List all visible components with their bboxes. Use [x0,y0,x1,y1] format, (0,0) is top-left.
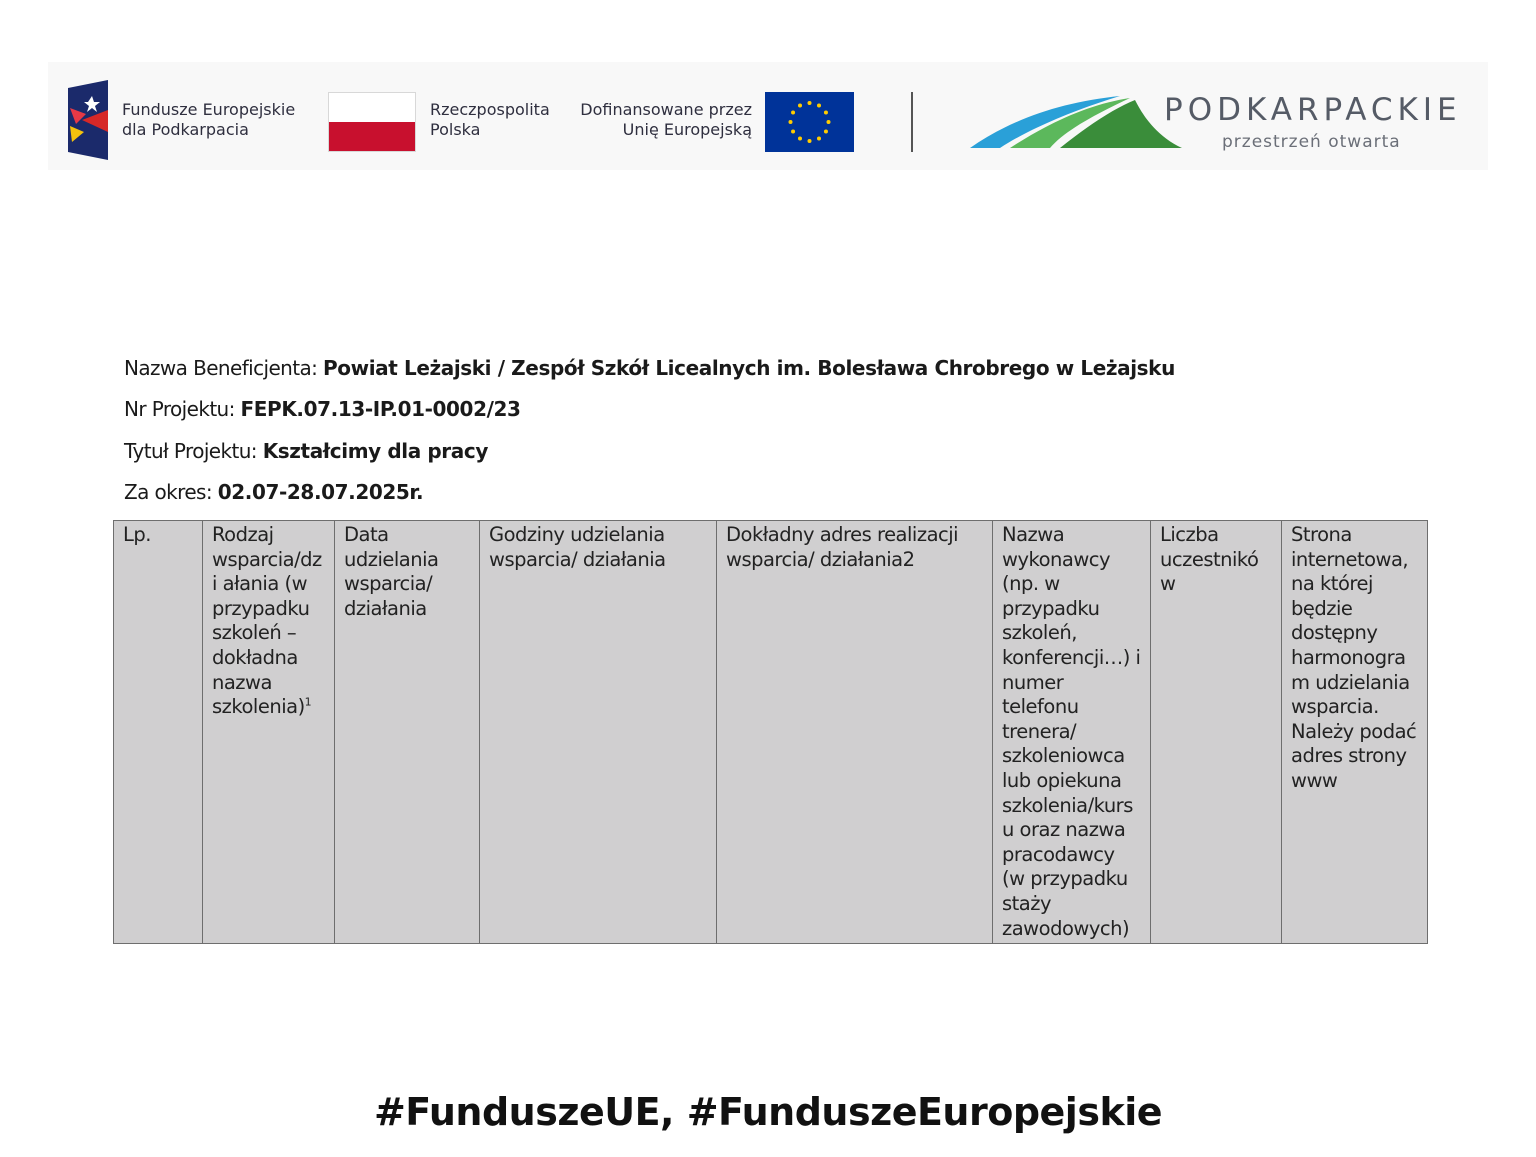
header-support-type-text: Rodzaj wsparcia/dzi ałania (w przypadku szkoleń – dokładna nazwa szkolenia) [212,523,322,719]
project-title-value: Kształcimy dla pracy [262,439,488,463]
eu-star [798,136,802,140]
eu-star [789,120,793,124]
fundusze-europejskie-logo-icon [68,80,110,160]
rp-name-2: Polska [430,120,481,139]
table-header-row [114,521,1428,944]
podkarpackie-title: PODKARPACKIE [1164,92,1462,128]
header-date: Data udzielania wsparcia/ działania [335,521,480,944]
eu-star [827,120,831,124]
rzeczpospolita-text [430,100,550,140]
fe-region: dla Podkarpacia [122,120,249,139]
eu-star [791,130,795,134]
eu-star [808,139,812,143]
hashtags-footer: #FunduszeUE, #FunduszeEuropejskie [373,1090,1163,1134]
header-hours: Godziny udzielania wsparcia/ działania [480,521,717,944]
eu-text-1: Dofinansowane przez [580,100,752,119]
footnote-marker: 1 [304,695,312,709]
eu-star [824,111,828,115]
project-number-line [124,397,521,421]
project-title-label: Tytuł Projektu: [124,439,263,463]
poland-flag-icon [328,92,416,152]
period-label: Za okres: [124,480,218,504]
eu-star [817,136,821,140]
eu-star [798,104,802,108]
rp-name-1: Rzeczpospolita [430,100,550,119]
fundusze-europejskie-text [122,100,295,140]
header-address: Dokładny adres realizacji wsparcia/ działania2 [717,521,993,944]
schedule-table [113,520,1427,940]
beneficiary-value: Powiat Leżajski / Zespół Szkół Licealnych im. Bolesława Chrobrego w Leżajsku [323,356,1175,380]
fe-name: Fundusze Europejskie [122,100,296,119]
podkarpackie-swoosh-icon [970,90,1182,152]
project-number-value: FEPK.07.13-IP.01-0002/23 [240,397,521,421]
header-website: Strona internetowa, na której będzie dostępny harmonogra m udzielania wsparcia. Należy podać adres strony www [1282,521,1428,944]
logo-bar [48,62,1488,170]
project-title-line [124,439,488,463]
eu-star [824,130,828,134]
header-support-type [203,521,335,944]
eu-star [817,104,821,108]
eu-star [791,111,795,115]
period-line [124,480,423,504]
eu-flag-icon [765,92,854,152]
header-contractor: Nazwa wykonawcy (np. w przypadku szkoleń, konferencji…) i numer telefonu trenera/ szkoleniowca lub opiekuna szkolenia/kurs u oraz nazwa pracodawcy (w przypadku staży zawodowych) [993,521,1151,944]
eu-text-2: Unię Europejską [622,120,752,139]
beneficiary-label: Nazwa Beneficjenta: [124,356,324,380]
eu-star [808,101,812,105]
header-lp: Lp. [114,521,203,944]
beneficiary-line [124,356,1175,380]
project-number-label: Nr Projektu: [124,397,241,421]
logo-divider [911,92,913,152]
header-participants: Liczba uczestników [1151,521,1282,944]
eu-cofinanced-text [578,100,752,140]
period-value: 02.07-28.07.2025r. [217,480,424,504]
podkarpackie-subtitle: przestrzeń otwarta [1222,132,1401,152]
